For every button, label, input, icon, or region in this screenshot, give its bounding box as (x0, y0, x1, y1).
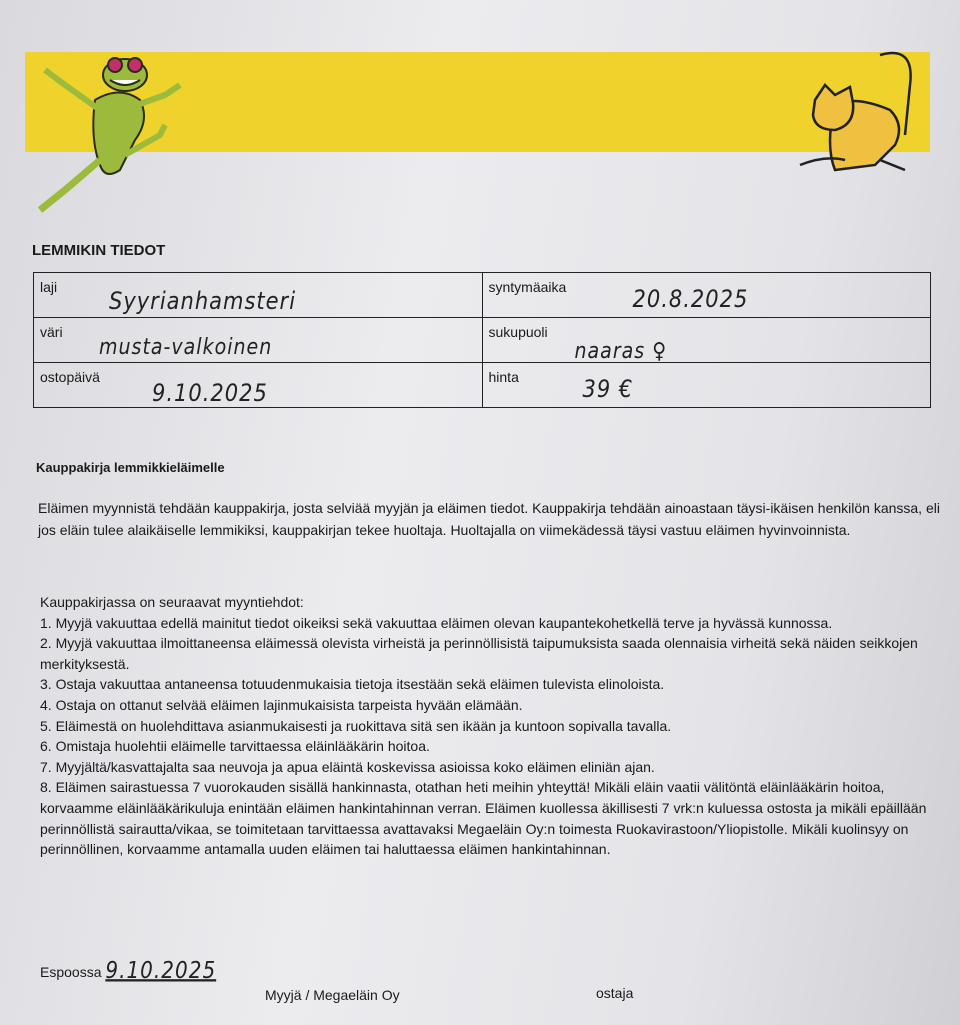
terms-title: Kauppakirjassa on seuraavat myyntiehdot: (40, 594, 304, 610)
pet-info-table (33, 272, 931, 408)
term-item: 5. Eläimestä on huolehdittava asianmukaisesti ja ruokittava sitä sen ikään ja kuntoon sopivalla tavalla. (40, 717, 672, 734)
field-vari (34, 318, 483, 363)
term-item: 1. Myyjä vakuuttaa edellä mainitut tiedot oikeiksi sekä vakuuttaa eläimen olevan kaupantekohetkellä terve ja hyvässä kunnossa. (40, 614, 833, 631)
field-value-handwritten: musta-valkoinen (99, 334, 273, 360)
field-label: hinta (488, 369, 519, 385)
frog-illustration-icon (25, 40, 195, 220)
section-heading-pet-info: LEMMIKIN TIEDOT (32, 242, 166, 259)
field-value-handwritten: 9.10.2025 (152, 379, 268, 407)
buyer-signature-label: ostaja (596, 985, 634, 1001)
cat-illustration-icon (795, 45, 935, 180)
terms-list (40, 592, 945, 860)
field-value-handwritten: naaras ♀ (574, 338, 668, 364)
seller-signature-label: Myyjä / Megaeläin Oy (265, 987, 400, 1003)
contract-title: Kauppakirja lemmikkieläimelle (36, 460, 225, 475)
field-value-handwritten: 39 € (582, 375, 634, 403)
term-item: 8. Eläimen sairastuessa 7 vuorokauden sisällä hankinnasta, otathan heti meihin yhteyttä! Mikäli eläin vaatii välitöntä eläinlääkärin hoitoa, korvaamme eläinlääkärikuluja enintään eläimen hankintahinnan verran. Eläimen kuollessa äkillisesti 7 vrk:n kuluessa ostosta ja mikäli epäillään perinnöllistä sairautta/vikaa, se toimitetaan tarvittaessa avattavaksi Megaeläin Oy:n toimesta Ruokavirastoon/Yliopistolle. Mikäli kuolinsyy on perinnöllinen, korvaamme antamalla uuden eläimen tai haluttaessa eläimen hankintahinnan. (40, 779, 927, 858)
intro-paragraph: Eläimen myynnistä tehdään kauppakirja, josta selviää myyjän ja eläimen tiedot. Kauppakirja tehdään ainoastaan täysi-ikäisen henkilön kanssa, eli jos eläin tulee alaikäiselle lemmikiksi, kauppakirjan tekee huoltaja. Huoltajalla on viimekädessä täysi vastuu eläimen hyvinvoinnista. (38, 500, 940, 538)
field-label: ostopäivä (40, 369, 100, 385)
field-sukupuoli (482, 318, 931, 363)
field-syntymaaika (482, 273, 931, 318)
field-label: syntymäaika (488, 279, 567, 295)
term-item: 4. Ostaja on ottanut selvää eläimen lajinmukaisista tarpeista hyvään elämään. (40, 696, 523, 713)
term-item: 2. Myyjä vakuuttaa ilmoittaneensa eläimessä olevista virheistä ja perinnöllisistä taipumuksista saada olennaisia virheitä sekä näiden seikkojen merkityksestä. (40, 635, 918, 672)
term-item: 6. Omistaja huolehtii eläimelle tarvittaessa eläinlääkärin hoitoa. (40, 738, 430, 755)
field-laji (34, 273, 483, 318)
term-item: 3. Ostaja vakuuttaa antaneensa totuudenmukaisia tietoja itsestään sekä eläimen tulevista elinoloista. (40, 676, 665, 693)
signature-date-handwritten: 9.10.2025 (105, 956, 217, 984)
field-ostopaiva (34, 363, 483, 408)
signature-place-date (40, 958, 216, 982)
field-label: väri (40, 324, 63, 340)
field-label: sukupuoli (488, 324, 548, 340)
place-label: Espoossa (40, 964, 102, 980)
field-hinta (482, 363, 931, 408)
field-value-handwritten: 20.8.2025 (632, 285, 749, 313)
term-item: 7. Myyjältä/kasvattajalta saa neuvoja ja apua eläintä koskevissa asioissa koko eläimen eliniän ajan. (40, 758, 655, 775)
field-value-handwritten: Syyrianhamsteri (109, 287, 297, 315)
field-label: laji (40, 279, 58, 295)
